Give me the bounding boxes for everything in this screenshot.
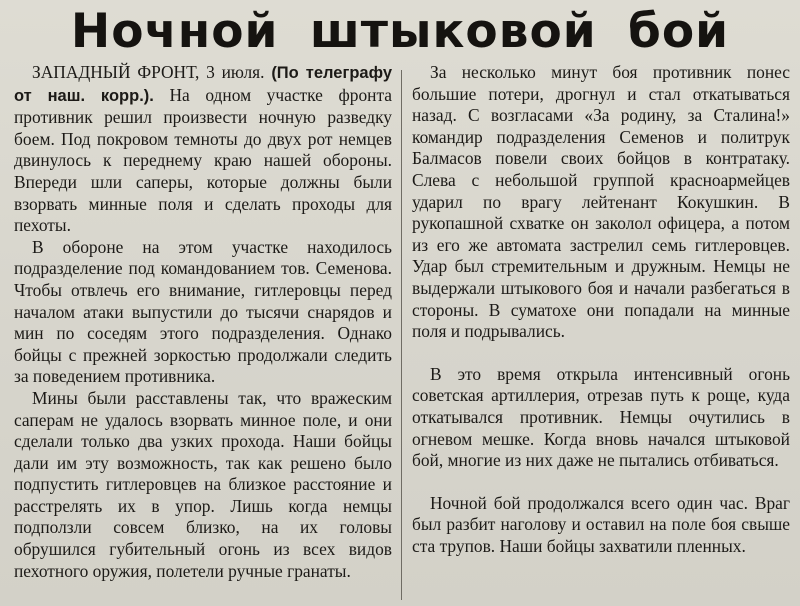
column-divider <box>401 70 402 600</box>
article-column-left <box>14 62 392 582</box>
article-paragraph <box>14 62 392 237</box>
paragraph-text: На одном участке фронта противник решил произвести ночную разведку боем. Под покровом темноты до двух рот немцев двинулось к переднему краю нашей обороны. Впереди шли саперы, которые должны были взорвать минные поля и сделать проходы для пехоты. <box>14 84 392 236</box>
article-paragraph: В обороне на этом участке находилось подразделение под командованием тов. Семенова. Чтобы отвлечь его внимание, гитлеровцы перед началом атаки выпустили до тысячи снарядов и мин по соседям этого подразделения. Однако бойцы с прежней зоркостью продолжали следить за поведением противника. <box>14 236 392 387</box>
dateline: ЗАПАДНЫЙ ФРОНТ, 3 июля. <box>32 62 265 82</box>
article-column-right <box>412 62 790 557</box>
article-paragraph: Мины были расставлены так, что вражеским саперам не удалось взорвать минное поле, и они сделали только два узких прохода. Наши бойцы дали им эту возможность, так как решено было подпустить гитлеровцев на близкое расстояние и расстрелять их в упор. Лишь когда немцы подползли совсем близко, на их головы обрушился губительный огонь из всех видов пехотного оружия, полетели ручные гранаты. <box>14 387 392 581</box>
article-paragraph: За несколько минут боя противник понес большие потери, дрогнул и стал откатываться назад. С возгласами «За родину, за Сталина!» командир подразделения Семенов и политрук Балмасов повели своих бойцов в контратаку. Слева с небольшой группой красноармейцев ударил по врагу лейтенант Кокушкин. В рукопашной схватке он заколол офицера, а потом из его же автомата застрелил семь гитлеровцев. Удар был стремительным и дружным. Немцы не выдержали штыкового боя и начали разбегаться в стороны. В суматохе они попадали на минные поля и подрывались. <box>412 62 790 342</box>
byline: (По телеграфу от наш. корр.). <box>14 64 393 105</box>
article-paragraph: В это время открыла интенсивный огонь советская артиллерия, отрезав путь к роще, куда откатывался противник. Немцы очутились в огневом мешке. Когда вновь начался штыковой бой, многие из них даже не пытались отбиваться. <box>412 363 790 471</box>
article-paragraph: Ночной бой продолжался всего один час. Враг был разбит наголову и оставил на поле боя свыше ста трупов. Наши бойцы захватили пленных. <box>412 492 790 556</box>
headline: Ночной штыковой бой <box>70 4 730 59</box>
